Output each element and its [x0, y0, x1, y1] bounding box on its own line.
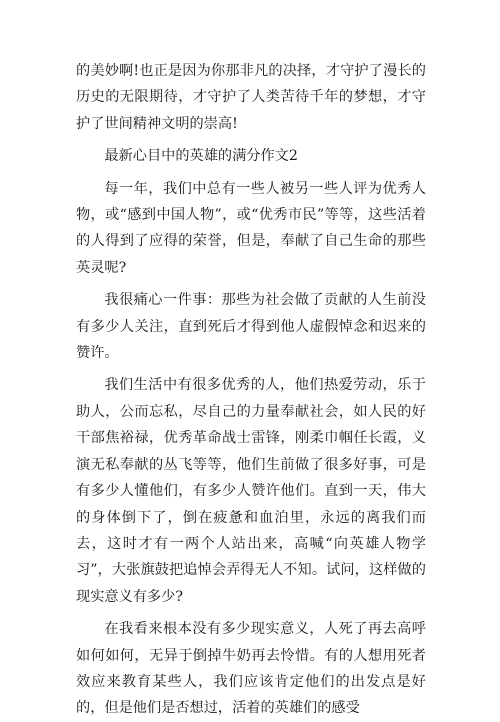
article-body [76, 58, 426, 722]
article-heading: 最新心目中的英雄的满分作文2 [104, 148, 298, 165]
paragraph: 我很痛心一件事：那些为社会做了贡献的人生前没有多少人关注，直到死后才得到他人虚假悼念和迟来的赞许。 [76, 292, 426, 362]
paragraph: 在我看来根本没有多少现实意义，人死了再去高呼如何如何，无异于倒掉牛奶再去怜惜。有的人想用死者效应来教育某些人，我们应该肯定他们的出发点是好的，但是他们是否想过，活着的英雄们的感受 [76, 621, 426, 717]
paragraph: 每一年，我们中总有一些人被另一些人评为优秀人物，或“感到中国人物”，或“优秀市民”等等，这些活着的人得到了应得的荣誉，但是，奉献了自己生命的那些英灵呢? [76, 180, 426, 276]
paragraph: 我们生活中有很多优秀的人，他们热爱劳动，乐于助人，公而忘私，尽自己的力量奉献社会，如人民的好干部焦裕禄，优秀革命战士雷锋，刚柔巾帼任长霞，义演无私奉献的丛飞等等，他们生前做了很多好事，可是有多少人懂他们，有多少人赞许他们。直到一天，伟大的身体倒下了，倒在疲惫和血泊里，永远的离我们而去，这时才有一两个人站出来，高喊“向英雄人物学习”，大张旗鼓把追悼会弄得无人不知。试问，这样做的现实意义有多少? [76, 377, 426, 605]
paragraph-continuation: 的美妙啊!也正是因为你那非凡的决择，才守护了漫长的历史的无限期待，才守护了人类苦待千年的梦想，才守护了世间精神文明的崇高! [76, 63, 426, 132]
